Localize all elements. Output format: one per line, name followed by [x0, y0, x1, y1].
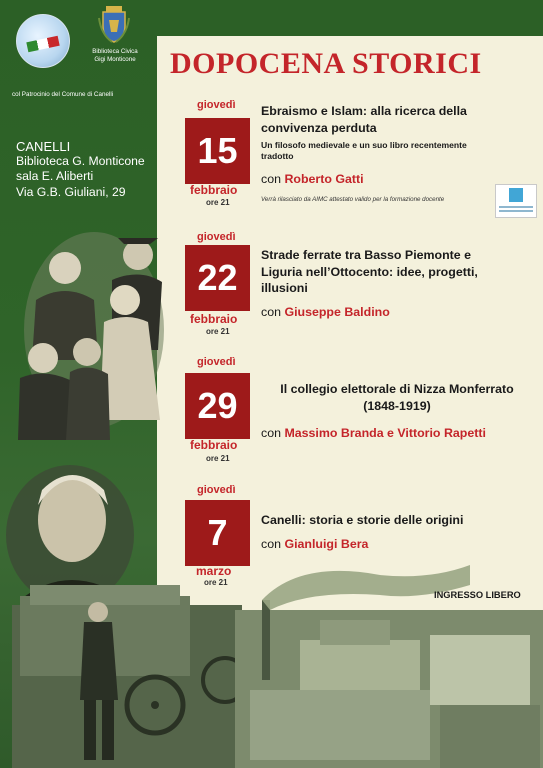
- event-subtitle-line: Un filosofo medievale e un suo libro recentemente: [261, 140, 467, 150]
- family-portrait-photo: [18, 232, 164, 440]
- event-hour: ore 21: [206, 327, 230, 336]
- event-with-label: con: [261, 537, 281, 551]
- aimc-logo-line: [499, 206, 533, 208]
- event-subtitle: [261, 140, 467, 162]
- aimc-logo-square: [509, 188, 523, 202]
- event-title: [261, 512, 463, 529]
- event-title-line: convivenza perduta: [261, 120, 377, 135]
- worker-with-cart-photo: [12, 585, 247, 768]
- event-with-label: con: [261, 305, 281, 319]
- event-speaker-line: [261, 305, 390, 319]
- italian-flag-circle-logo: [16, 14, 70, 68]
- event-speaker: Giuseppe Baldino: [284, 305, 390, 319]
- event-title-line: illusioni: [261, 281, 308, 295]
- library-caption-line2: Gigi Monticone: [94, 55, 136, 63]
- event-day-box: 7: [185, 500, 250, 566]
- event-title: [261, 103, 467, 136]
- event-month: marzo: [196, 564, 232, 578]
- event-speaker: Roberto Gatti: [284, 172, 364, 186]
- event-subtitle-line: tradotto: [261, 151, 294, 161]
- event-month: febbraio: [190, 183, 238, 197]
- event-day-box: 15: [185, 118, 250, 184]
- event-day-box: 22: [185, 245, 250, 311]
- elderly-man-portrait-photo: [6, 465, 134, 605]
- aimc-certificate-note: Verrà rilasciato da AIMC attestato valido per la formazione docente: [261, 196, 445, 203]
- event-title: [261, 381, 533, 414]
- event-hour: ore 21: [204, 578, 228, 587]
- aimc-logo-icon: [495, 184, 537, 218]
- venue-line3: Via G.B. Giuliani, 29: [16, 184, 126, 199]
- library-logo-caption: [82, 48, 148, 63]
- canelli-coat-of-arms-icon: [97, 4, 131, 44]
- event-with-label: con: [261, 426, 281, 440]
- event-month: febbraio: [190, 438, 238, 452]
- event-hour: ore 21: [206, 198, 230, 207]
- event-speaker: Massimo Branda e Vittorio Rapetti: [284, 426, 486, 440]
- event-title-line: Liguria nell’Ottocento: idee, progetti,: [261, 264, 478, 279]
- venue-city: CANELLI: [16, 139, 71, 154]
- event-weekday: giovedì: [197, 356, 236, 368]
- event-title-line: Canelli: storia e storie delle origini: [261, 513, 464, 527]
- event-speaker: Gianluigi Bera: [284, 537, 369, 551]
- aimc-logo-line: [499, 210, 533, 212]
- patronage-text: col Patrocinio del Comune di Canelli: [12, 91, 114, 98]
- event-month: febbraio: [190, 312, 238, 326]
- event-title-line: (1848-1919): [363, 398, 431, 413]
- event-weekday: giovedì: [197, 484, 236, 496]
- event-speaker-line: [261, 537, 368, 551]
- poster-title: DOPOCENA STORICI: [170, 47, 482, 80]
- event-weekday: giovedì: [197, 99, 236, 111]
- event-weekday: giovedì: [197, 231, 236, 243]
- event-title-line: Il collegio elettorale di Nizza Monferrato: [280, 382, 514, 396]
- event-day-box: 29: [185, 373, 250, 439]
- event-speaker-line: [261, 426, 486, 440]
- venue-line1: Biblioteca G. Monticone: [16, 154, 145, 169]
- free-entry-label: INGRESSO LIBERO: [434, 590, 521, 600]
- venue-block: [16, 139, 145, 200]
- event-title: [261, 247, 478, 297]
- library-caption-line1: Biblioteca Civica: [92, 48, 138, 55]
- event-title-line: Ebraismo e Islam: alla ricerca della: [261, 104, 467, 118]
- event-title-line: Strade ferrate tra Basso Piemonte e: [261, 248, 472, 262]
- venue-line2: sala E. Aliberti: [16, 169, 94, 184]
- tricolor-flag-icon: [26, 36, 59, 52]
- event-speaker-line: [261, 172, 364, 186]
- event-hour: ore 21: [206, 454, 230, 463]
- event-with-label: con: [261, 172, 281, 186]
